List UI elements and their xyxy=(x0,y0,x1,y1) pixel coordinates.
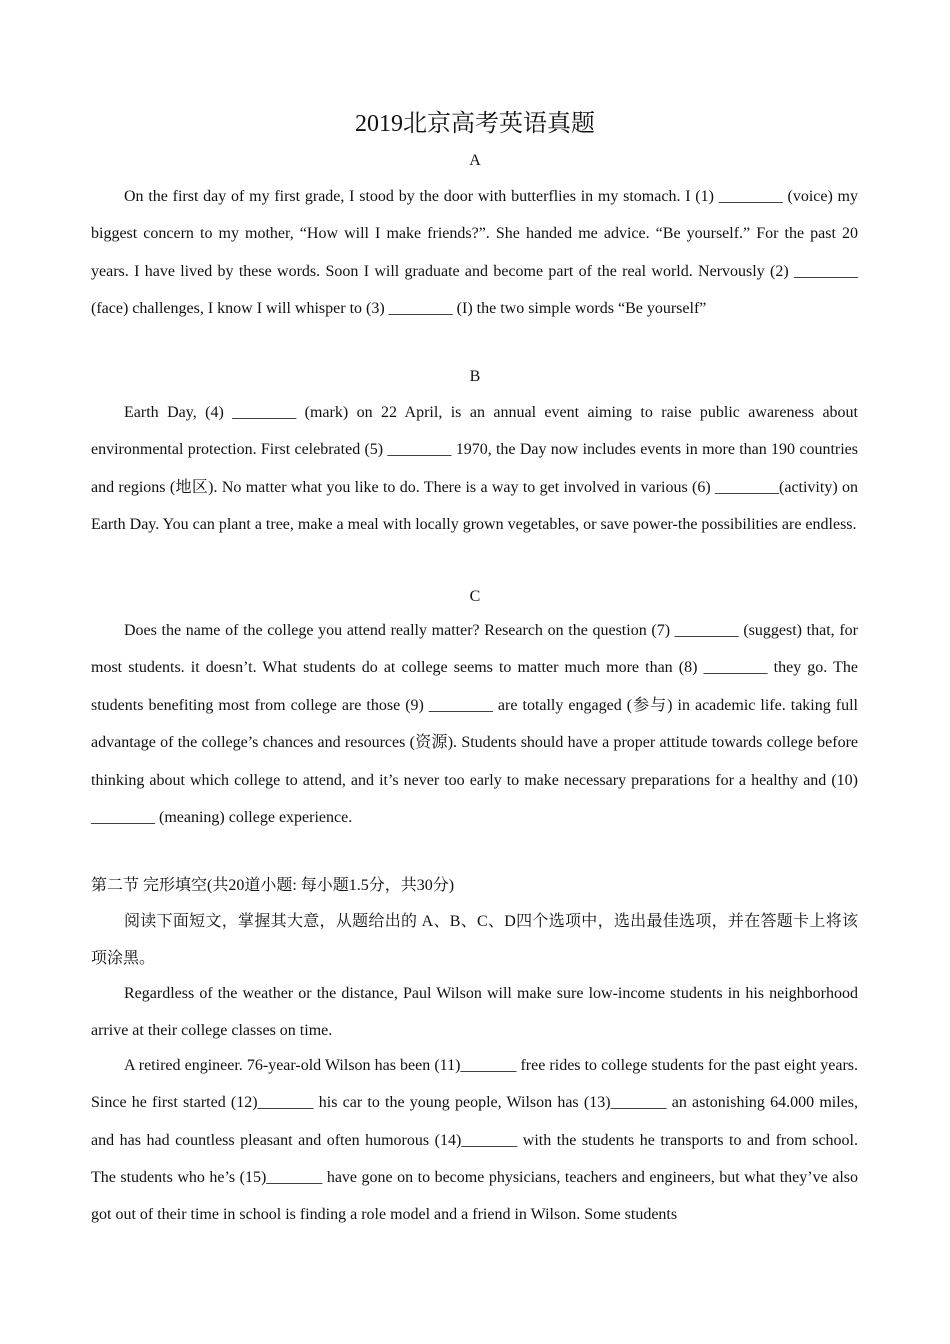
section-c-paragraph: Does the name of the college you attend really matter? Research on the question (7) ________ (suggest) that, for most students. it doesn’t. What students do at college seems to matter much more than (8) ________ they go. The students benefiting most from college are those (9) ________ are totally engaged (参与) in academic life. taking full advantage of the college’s chances and resources (资源). Students should have a proper attitude towards college before thinking about which college to attend, and it’s never too early to make necessary preparations for a healthy and (10) ________ (meaning) college experience. xyxy=(91,622,858,827)
cloze-paragraph-1: Regardless of the weather or the distance, Paul Wilson will make sure low-income students in his neighborhood arrive at their college classes on time. xyxy=(91,985,858,1039)
section-b-paragraph: Earth Day, (4) ________ (mark) on 22 April, is an annual event aiming to raise public awareness about environmental protection. First celebrated (5) ________ 1970, the Day now includes events in more than 190 countries and regions (地区). No matter what you like to do. There is a way to get involved in various (6) ________(activity) on Earth Day. You can plant a tree, make a meal with locally grown vegetables, or save power-the possibilities are endless. xyxy=(91,404,858,534)
cloze-paragraph-2: A retired engineer. 76-year-old Wilson has been (11)_______ free rides to college students for the past eight years. Since he first started (12)_______ his car to the young people, Wilson has (13)_______ an astonishing 64.000 miles, and has had countless pleasant and often humorous (14)_______ with the students he transports to and from school. The students who he’s (15)_______ have gone on to become physicians, teachers and engineers, but what they’ve also got out of their time in school is finding a role model and a friend in Wilson. Some students xyxy=(91,1057,858,1224)
part-two-heading: 第二节 完形填空(共20道小题: 每小题1.5分，共30分) xyxy=(91,877,455,894)
section-c-heading: C xyxy=(469,588,481,605)
section-a-paragraph: On the first day of my first grade, I stood by the door with butterflies in my stomach. I (1) ________ (voice) my biggest concern to my mother, “How will I make friends?”. She handed me advice. “Be yourself.” For the past 20 years. I have lived by these words. Soon I will graduate and become part of the real world. Nervously (2) ________ (face) challenges, I know I will whisper to (3) ________ (I) the two simple words “Be yourself” xyxy=(91,188,858,318)
document-title: 2019北京高考英语真题 xyxy=(355,111,595,137)
part-two-instructions: 阅读下面短文，掌握其大意，从题给出的 A、B、C、D四个选项中，选出最佳选项，并在答题卡上将该项涂黑。 xyxy=(91,913,858,967)
section-b-heading: B xyxy=(469,368,481,385)
section-a-heading: A xyxy=(469,152,481,169)
